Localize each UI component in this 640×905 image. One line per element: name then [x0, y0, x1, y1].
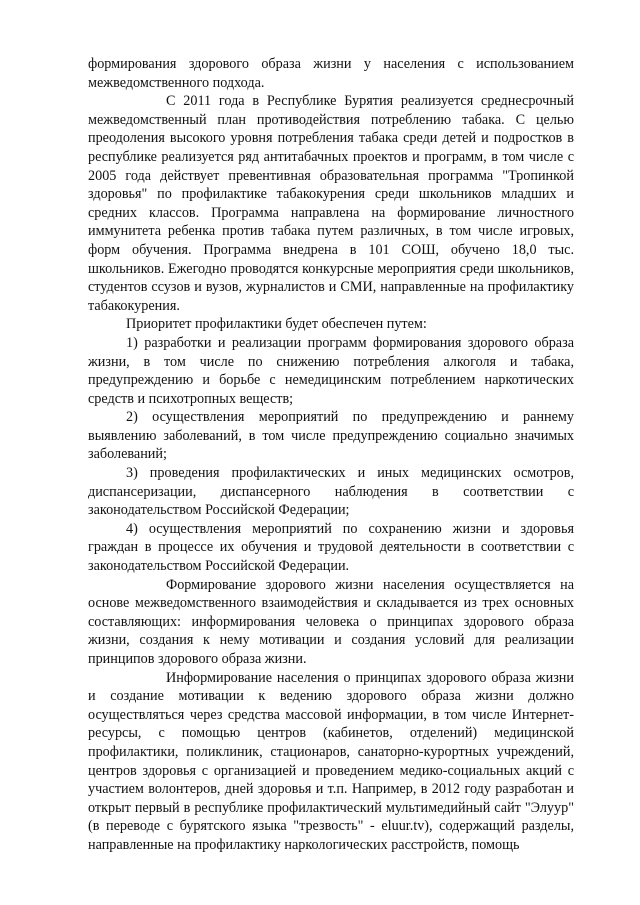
paragraph-priority-item-1: 1) разработки и реализации программ формирования здорового образа жизни, в том числе по снижению потребления алкоголя и табака, предупреждению и борьбе с немедицинским потреблением наркотических средств и психотропных веществ; [88, 334, 574, 407]
paragraph-informing-population: Информирование населения о принципах здорового образа жизни и создание мотивации к ведению здорового образа жизни должно осуществляться через средства массовой информации, в том числе Интернет-ресурсы, с помощью центров (кабинетов, отделений) медицинской профилактики, поликлиник, стационаров, санаторно-курортных учреждений, центров здоровья с организацией и проведением медико-социальных акций с участием волонтеров, дней здоровья и т.п. Например, в 2012 году разработан и открыт первый в республике профилактический мультимедийный сайт "Элуур" (в переводе с бурятского языка "трезвость" - eluur.tv), содержащий разделы, направленные на профилактику наркологических расстройств, помощь [88, 669, 574, 853]
paragraph-priority-heading: Приоритет профилактики будет обеспечен путем: [126, 316, 427, 333]
document-page [88, 55, 574, 855]
paragraph-tobacco-plan: С 2011 года в Республике Бурятия реализуется среднесрочный межведомственный план противодействия потреблению табака. С целью преодоления высокого уровня потребления табака среди детей и подростков в республике реализуется ряд антитабачных проектов и программ, в том числе с 2005 года действует превентивная образовательная программа "Тропинкой здоровья" по профилактике табакокурения среди школьников младших и средних классов. Программа направлена на формирование личностного иммунитета ребенка против табака путем различных, в том числе игровых, форм обучения. Программа внедрена в 101 СОШ, обучено 18,0 тыс. школьников. Ежегодно проводятся конкурсные мероприятия среди школьников, студентов ссузов и вузов, журналистов и СМИ, направленные на профилактику табакокурения. [88, 93, 574, 314]
paragraph-priority-item-3: 3) проведения профилактических и иных медицинских осмотров, диспансеризации, диспансерного наблюдения в соответствии с законодательством Российской Федерации; [88, 465, 574, 519]
paragraph-priority-item-2: 2) осуществления мероприятий по предупреждению и раннему выявлению заболеваний, в том числе предупреждению социально значимых заболеваний; [88, 409, 574, 463]
paragraph-intro-continuation: формирования здорового образа жизни у населения с использованием межведомственного подхода. [88, 56, 574, 91]
paragraph-priority-item-4: 4) осуществления мероприятий по сохранению жизни и здоровья граждан в процессе их обучения и трудовой деятельности в соответствии с законодательством Российской Федерации. [88, 520, 574, 575]
paragraph-healthy-lifestyle-formation: Формирование здорового жизни населения осуществляется на основе межведомственного взаимодействия и складывается из трех основных составляющих: информирования человека о принципах здорового образа жизни, создания к нему мотивации и создания условий для реализации принципов здорового образа жизни. [88, 576, 574, 667]
